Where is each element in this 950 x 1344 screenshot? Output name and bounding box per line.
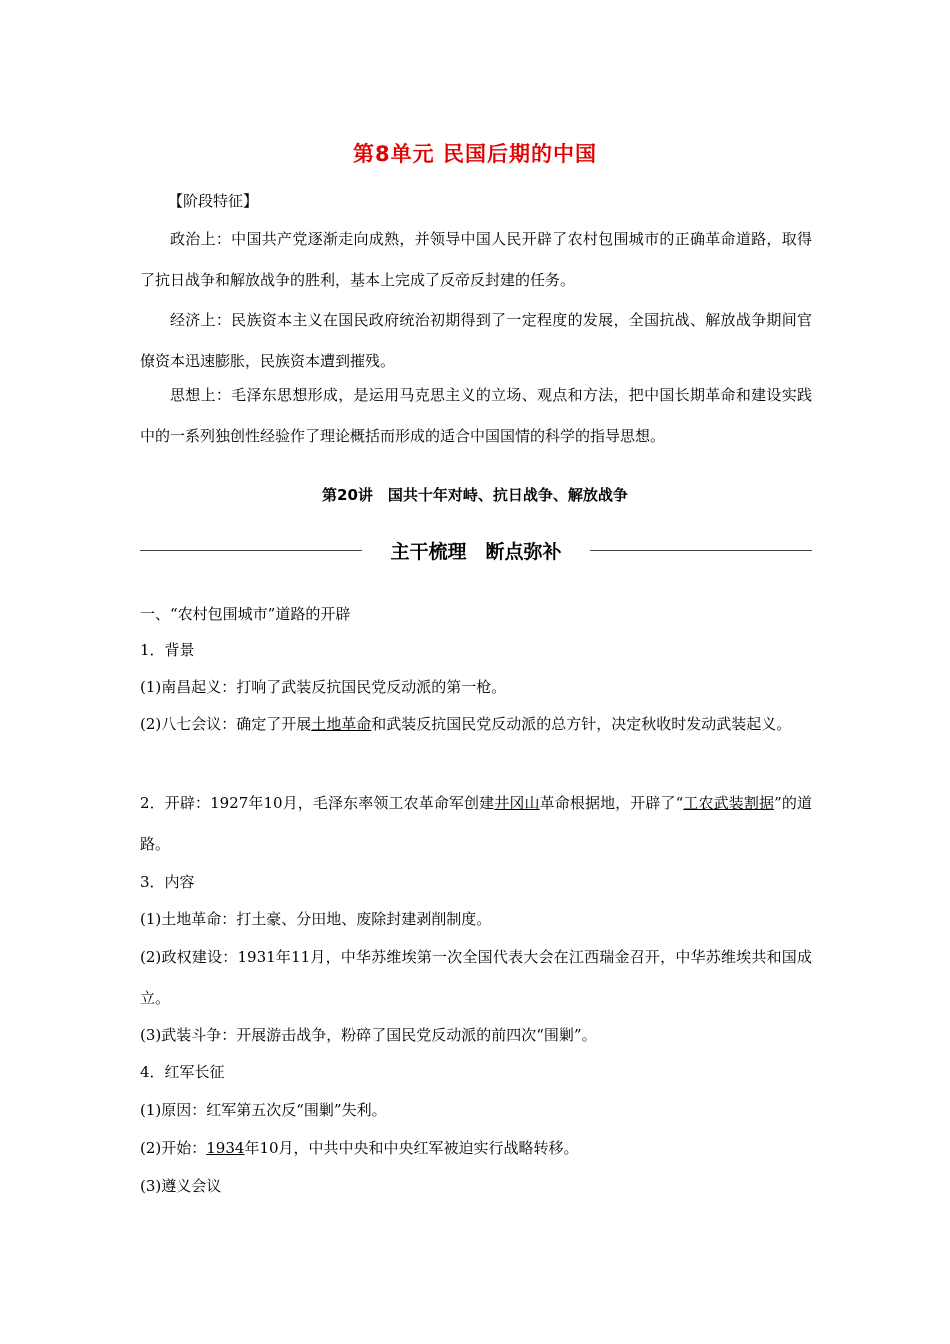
long-march-item-2 xyxy=(140,1128,812,1169)
text-segment: 革命根据地，开辟了“ xyxy=(539,794,684,812)
content-item-2: (2)政权建设：1931年11月，中华苏维埃第一次全国代表大会在江西瑞金召开，中华苏维埃共和国成立。 xyxy=(140,948,812,1007)
long-march-item-3: (3)遵义会议 xyxy=(140,1177,222,1195)
underlined-answer: 井冈山 xyxy=(494,794,540,812)
text-segment: ”的道路。 xyxy=(140,794,813,853)
feature-thought: 思想上：毛泽东思想形成，是运用马克思主义的立场、观点和方法，把中国长期革命和建设实践中的一系列独创性经验作了理论概括而形成的适合中国国情的科学的指导思想。 xyxy=(140,386,812,445)
underlined-answer: 土地革命 xyxy=(311,715,372,733)
heading-long-march: 4．红军长征 xyxy=(140,1063,225,1081)
feature-economy: 经济上：民族资本主义在国民政府统治初期得到了一定程度的发展，全国抗战、解放战争期间官僚资本迅速膨胀，民族资本遭到摧残。 xyxy=(140,311,812,370)
text-segment: 和武装反抗国民党反动派的总方针，决定秋收时发动武装起义。 xyxy=(371,715,792,733)
opening-item xyxy=(140,783,812,865)
heading-rural-encircle: 一、“农村包围城市”道路的开辟 xyxy=(140,605,351,623)
underlined-answer: 工农武装割据 xyxy=(683,794,775,812)
text-segment: (2)开始： xyxy=(140,1139,207,1157)
section-banner-text: 主干梳理 断点弥补 xyxy=(390,541,562,563)
long-march-item-1: (1)原因：红军第五次反“围剿”失利。 xyxy=(140,1101,387,1119)
background-item-2 xyxy=(140,704,812,745)
feature-politics: 政治上：中国共产党逐渐走向成熟，并领导中国人民开辟了农村包围城市的正确革命道路，取得了抗日战争和解放战争的胜利，基本上完成了反帝反封建的任务。 xyxy=(140,230,812,289)
text-segment: 年10月，中共中央和中央红军被迫实行战略转移。 xyxy=(244,1139,579,1157)
heading-content: 3．内容 xyxy=(140,873,195,891)
background-item-1: (1)南昌起义：打响了武装反抗国民党反动派的第一枪。 xyxy=(140,678,507,696)
unit-title: 第8单元 民国后期的中国 xyxy=(353,142,597,166)
banner-rule-right xyxy=(590,550,812,551)
text-segment: 2．开辟：1927年10月，毛泽东率领工农革命军创建 xyxy=(140,794,495,812)
content-item-3: (3)武装斗争：开展游击战争，粉碎了国民党反动派的前四次“围剿”。 xyxy=(140,1026,597,1044)
lecture-title: 第20讲 国共十年对峙、抗日战争、解放战争 xyxy=(322,486,628,504)
section-banner xyxy=(140,534,812,568)
content-item-1: (1)土地革命：打土豪、分田地、废除封建剥削制度。 xyxy=(140,910,492,928)
stage-features-label: 【阶段特征】 xyxy=(168,192,259,210)
text-segment: (2)八七会议：确定了开展 xyxy=(140,715,312,733)
heading-background: 1．背景 xyxy=(140,641,195,659)
underlined-answer: 1934 xyxy=(206,1139,245,1157)
